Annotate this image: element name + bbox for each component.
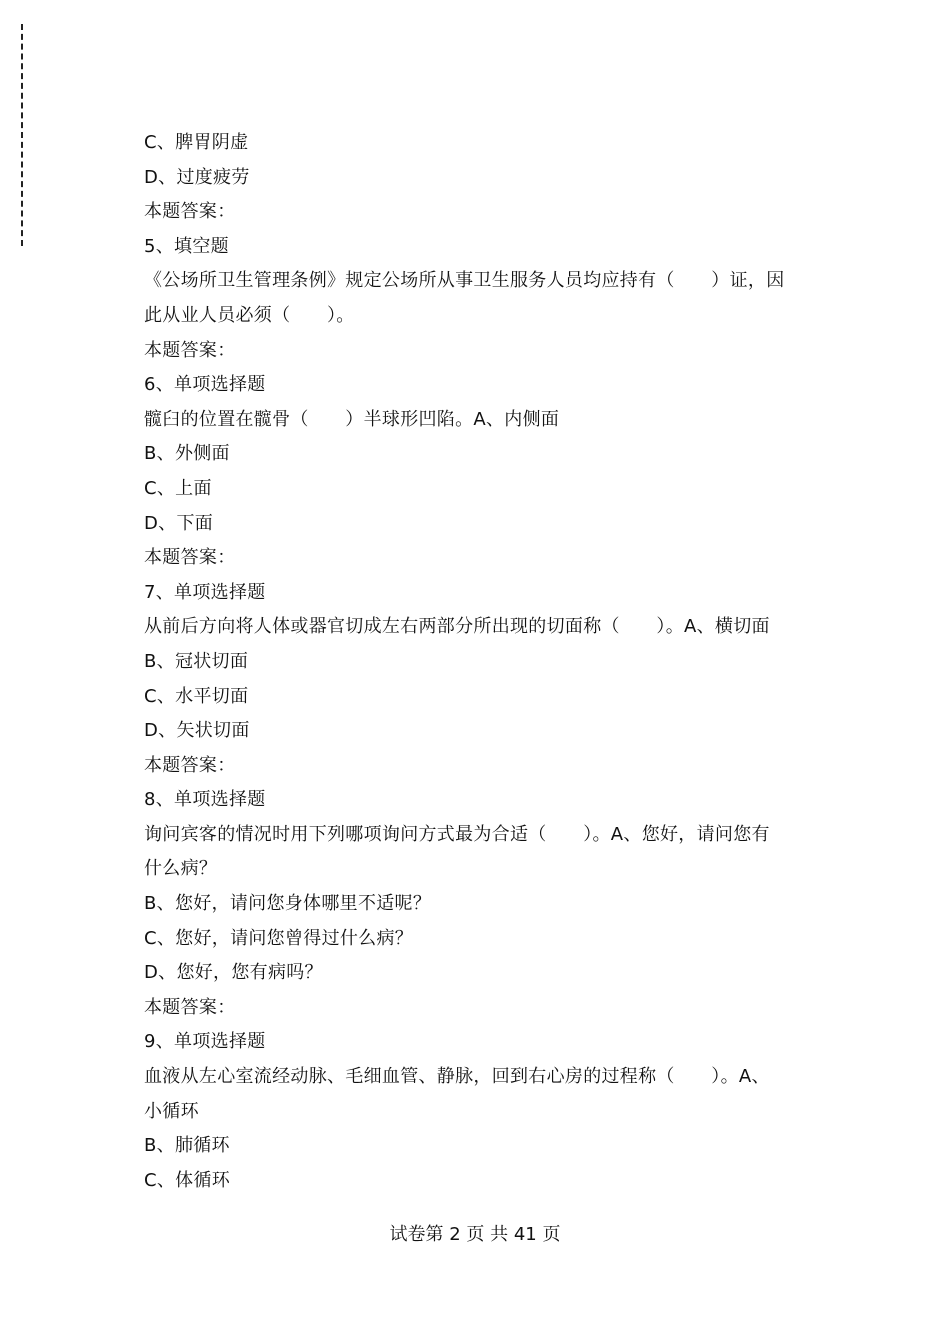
page-footer: 试卷第 2 页 共 41 页 xyxy=(389,1224,561,1245)
option-text: C、体循环 xyxy=(144,1169,231,1191)
text-line: C、脾胃阴虚 xyxy=(144,132,249,153)
binding-dashed-line xyxy=(21,24,23,246)
option-text: C、水平切面 xyxy=(144,685,249,707)
question-text: 从前后方向将人体或器官切成左右两部分所出现的切面称（ ）。A、横切面 xyxy=(144,616,770,638)
answer-label: 本题答案： xyxy=(144,339,236,361)
answer-label: 本题答案： xyxy=(144,201,236,223)
question-header: 7、单项选择题 xyxy=(144,581,266,603)
question-text: 询问宾客的情况时用下列哪项询问方式最为合适（ ）。A、您好，请问您有 xyxy=(144,823,770,845)
question-text: 小循环 xyxy=(144,1100,199,1122)
question-text: 髋臼的位置在髋骨（ ）半球形凹陷。A、内侧面 xyxy=(144,408,560,430)
option-text: C、上面 xyxy=(144,477,212,499)
question-header: 8、单项选择题 xyxy=(144,789,266,811)
question-header: 5、填空题 xyxy=(144,235,229,257)
option-text: D、下面 xyxy=(144,512,214,534)
question-text: 《公场所卫生管理条例》规定公场所从事卫生服务人员均应持有（ ）证，因 xyxy=(144,270,785,292)
text-line: D、过度疲劳 xyxy=(144,166,250,188)
question-text: 此从业人员必须（ ）。 xyxy=(144,304,355,326)
question-header: 6、单项选择题 xyxy=(144,374,266,396)
answer-label: 本题答案： xyxy=(144,754,236,776)
option-text: B、您好，请问您身体哪里不适呢？ xyxy=(144,893,432,915)
answer-label: 本题答案： xyxy=(144,996,236,1018)
option-text: B、外侧面 xyxy=(144,443,230,465)
question-text: 血液从左心室流经动脉、毛细血管、静脉，回到右心房的过程称（ ）。A、 xyxy=(144,1066,770,1088)
option-text: D、矢状切面 xyxy=(144,720,250,742)
option-text: C、您好，请问您曾得过什么病？ xyxy=(144,927,414,949)
question-header: 9、单项选择题 xyxy=(144,1031,266,1053)
question-text: 什么病？ xyxy=(144,858,218,880)
option-text: B、肺循环 xyxy=(144,1135,230,1157)
option-text: B、冠状切面 xyxy=(144,650,249,672)
document-body xyxy=(144,126,809,1198)
answer-label: 本题答案： xyxy=(144,547,236,569)
option-text: D、您好，您有病吗？ xyxy=(144,962,323,984)
